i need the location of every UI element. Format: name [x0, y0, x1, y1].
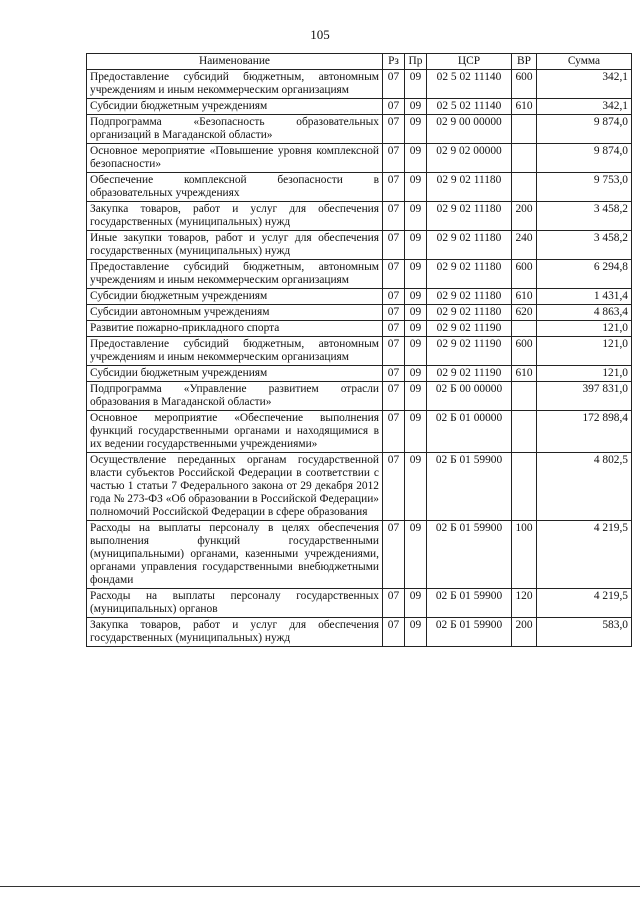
- cell-csr: 02 9 02 11180: [427, 305, 512, 321]
- table-row: [87, 521, 632, 589]
- table-row: [87, 144, 632, 173]
- cell-rz: 07: [383, 305, 405, 321]
- cell-sum: 1 431,4: [537, 289, 632, 305]
- cell-name: Обеспечение комплексной безопасности в образовательных учреждениях: [87, 173, 383, 202]
- table-row: [87, 173, 632, 202]
- cell-sum: 342,1: [537, 70, 632, 99]
- cell-vr: 120: [512, 589, 537, 618]
- cell-sum: 121,0: [537, 337, 632, 366]
- cell-pr: 09: [405, 99, 427, 115]
- cell-rz: 07: [383, 260, 405, 289]
- cell-name: Расходы на выплаты персоналу государственных (муниципальных) органов: [87, 589, 383, 618]
- cell-vr: 600: [512, 70, 537, 99]
- cell-rz: 07: [383, 411, 405, 453]
- cell-rz: 07: [383, 618, 405, 647]
- table-row: [87, 260, 632, 289]
- cell-rz: 07: [383, 115, 405, 144]
- cell-csr: 02 Б 01 00000: [427, 411, 512, 453]
- cell-name: Основное мероприятие «Повышение уровня комплексной безопасности»: [87, 144, 383, 173]
- cell-pr: 09: [405, 231, 427, 260]
- table-row: [87, 618, 632, 647]
- cell-rz: 07: [383, 521, 405, 589]
- cell-vr: [512, 411, 537, 453]
- cell-name: Осуществление переданных органам государственной власти субъектов Российской Федерации в соответствии с частью 1 статьи 7 Федерального закона от 29 декабря 2012 года № 273-ФЗ «Об образовании в Российской Федерации» полномочий Российской Федерации в сфере образования: [87, 453, 383, 521]
- table-row: [87, 99, 632, 115]
- cell-sum: 583,0: [537, 618, 632, 647]
- cell-pr: 09: [405, 366, 427, 382]
- cell-sum: 4 219,5: [537, 521, 632, 589]
- footer-divider: [0, 886, 640, 887]
- cell-rz: 07: [383, 202, 405, 231]
- cell-rz: 07: [383, 173, 405, 202]
- table-row: [87, 70, 632, 99]
- cell-rz: 07: [383, 337, 405, 366]
- table-row: [87, 453, 632, 521]
- cell-vr: 610: [512, 289, 537, 305]
- table-row: [87, 411, 632, 453]
- cell-vr: [512, 382, 537, 411]
- cell-sum: 9 874,0: [537, 144, 632, 173]
- cell-rz: 07: [383, 382, 405, 411]
- cell-csr: 02 9 02 11180: [427, 231, 512, 260]
- cell-vr: 200: [512, 618, 537, 647]
- cell-name: Предоставление субсидий бюджетным, автономным учреждениям и иным некоммерческим организациям: [87, 70, 383, 99]
- cell-rz: 07: [383, 321, 405, 337]
- cell-vr: [512, 453, 537, 521]
- cell-vr: [512, 321, 537, 337]
- cell-rz: 07: [383, 144, 405, 173]
- cell-name: Расходы на выплаты персоналу в целях обеспечения выполнения функций государственными (муниципальными) органами, казенными учреждениями, органами управления государственными внебюджетными фондами: [87, 521, 383, 589]
- table-row: [87, 115, 632, 144]
- cell-pr: 09: [405, 411, 427, 453]
- cell-csr: 02 Б 00 00000: [427, 382, 512, 411]
- cell-vr: [512, 173, 537, 202]
- table-row: [87, 589, 632, 618]
- cell-name: Закупка товаров, работ и услуг для обеспечения государственных (муниципальных) нужд: [87, 618, 383, 647]
- table-row: [87, 382, 632, 411]
- cell-rz: 07: [383, 99, 405, 115]
- cell-csr: 02 Б 01 59900: [427, 453, 512, 521]
- cell-pr: 09: [405, 382, 427, 411]
- table-row: [87, 366, 632, 382]
- cell-sum: 6 294,8: [537, 260, 632, 289]
- cell-pr: 09: [405, 321, 427, 337]
- cell-csr: 02 9 02 11180: [427, 260, 512, 289]
- cell-pr: 09: [405, 289, 427, 305]
- cell-rz: 07: [383, 366, 405, 382]
- cell-name: Предоставление субсидий бюджетным, автономным учреждениям и иным некоммерческим организациям: [87, 337, 383, 366]
- cell-pr: 09: [405, 305, 427, 321]
- cell-vr: 610: [512, 366, 537, 382]
- cell-csr: 02 9 02 00000: [427, 144, 512, 173]
- header-vr: ВР: [512, 54, 537, 70]
- budget-table: [86, 53, 632, 647]
- cell-csr: 02 9 00 00000: [427, 115, 512, 144]
- cell-csr: 02 9 02 11190: [427, 366, 512, 382]
- cell-csr: 02 Б 01 59900: [427, 618, 512, 647]
- cell-sum: 4 219,5: [537, 589, 632, 618]
- cell-pr: 09: [405, 202, 427, 231]
- header-rz: Рз: [383, 54, 405, 70]
- table-row: [87, 305, 632, 321]
- page-number: 105: [310, 27, 330, 42]
- cell-pr: 09: [405, 173, 427, 202]
- cell-sum: 342,1: [537, 99, 632, 115]
- cell-sum: 9 753,0: [537, 173, 632, 202]
- cell-name: Предоставление субсидий бюджетным, автономным учреждениям и иным некоммерческим организациям: [87, 260, 383, 289]
- cell-rz: 07: [383, 453, 405, 521]
- cell-csr: 02 Б 01 59900: [427, 521, 512, 589]
- header-csr: ЦСР: [427, 54, 512, 70]
- cell-pr: 09: [405, 144, 427, 173]
- cell-sum: 9 874,0: [537, 115, 632, 144]
- cell-csr: 02 5 02 11140: [427, 70, 512, 99]
- table-header-row: [87, 54, 632, 70]
- cell-csr: 02 9 02 11190: [427, 337, 512, 366]
- cell-csr: 02 9 02 11190: [427, 321, 512, 337]
- cell-vr: 600: [512, 260, 537, 289]
- cell-pr: 09: [405, 115, 427, 144]
- table-row: [87, 321, 632, 337]
- cell-vr: 240: [512, 231, 537, 260]
- cell-csr: 02 9 02 11180: [427, 173, 512, 202]
- cell-sum: 4 802,5: [537, 453, 632, 521]
- cell-sum: 4 863,4: [537, 305, 632, 321]
- cell-name: Закупка товаров, работ и услуг для обеспечения государственных (муниципальных) нужд: [87, 202, 383, 231]
- cell-csr: 02 Б 01 59900: [427, 589, 512, 618]
- header-pr: Пр: [405, 54, 427, 70]
- table-row: [87, 231, 632, 260]
- header-name: Наименование: [87, 54, 383, 70]
- cell-vr: [512, 115, 537, 144]
- cell-rz: 07: [383, 289, 405, 305]
- cell-rz: 07: [383, 589, 405, 618]
- cell-pr: 09: [405, 453, 427, 521]
- cell-vr: 610: [512, 99, 537, 115]
- cell-rz: 07: [383, 70, 405, 99]
- header-sum: Сумма: [537, 54, 632, 70]
- cell-csr: 02 9 02 11180: [427, 202, 512, 231]
- cell-pr: 09: [405, 618, 427, 647]
- cell-name: Основное мероприятие «Обеспечение выполнения функций государственными органами и находящимися в их ведении государственными учреждениями»: [87, 411, 383, 453]
- cell-name: Субсидии бюджетным учреждениям: [87, 366, 383, 382]
- cell-name: Развитие пожарно-прикладного спорта: [87, 321, 383, 337]
- cell-sum: 3 458,2: [537, 231, 632, 260]
- cell-csr: 02 9 02 11180: [427, 289, 512, 305]
- cell-sum: 397 831,0: [537, 382, 632, 411]
- table-body: [87, 70, 632, 647]
- cell-name: Подпрограмма «Безопасность образовательных организаций в Магаданской области»: [87, 115, 383, 144]
- cell-rz: 07: [383, 231, 405, 260]
- cell-vr: 200: [512, 202, 537, 231]
- cell-name: Субсидии автономным учреждениям: [87, 305, 383, 321]
- cell-vr: 100: [512, 521, 537, 589]
- cell-name: Субсидии бюджетным учреждениям: [87, 99, 383, 115]
- cell-sum: 3 458,2: [537, 202, 632, 231]
- cell-sum: 121,0: [537, 366, 632, 382]
- cell-vr: 600: [512, 337, 537, 366]
- cell-pr: 09: [405, 70, 427, 99]
- cell-sum: 121,0: [537, 321, 632, 337]
- cell-name: Иные закупки товаров, работ и услуг для обеспечения государственных (муниципальных) нужд: [87, 231, 383, 260]
- table-row: [87, 337, 632, 366]
- cell-sum: 172 898,4: [537, 411, 632, 453]
- cell-pr: 09: [405, 260, 427, 289]
- cell-csr: 02 5 02 11140: [427, 99, 512, 115]
- cell-name: Субсидии бюджетным учреждениям: [87, 289, 383, 305]
- cell-pr: 09: [405, 337, 427, 366]
- cell-vr: 620: [512, 305, 537, 321]
- cell-pr: 09: [405, 521, 427, 589]
- cell-pr: 09: [405, 589, 427, 618]
- table-row: [87, 289, 632, 305]
- table-row: [87, 202, 632, 231]
- cell-vr: [512, 144, 537, 173]
- cell-name: Подпрограмма «Управление развитием отрасли образования в Магаданской области»: [87, 382, 383, 411]
